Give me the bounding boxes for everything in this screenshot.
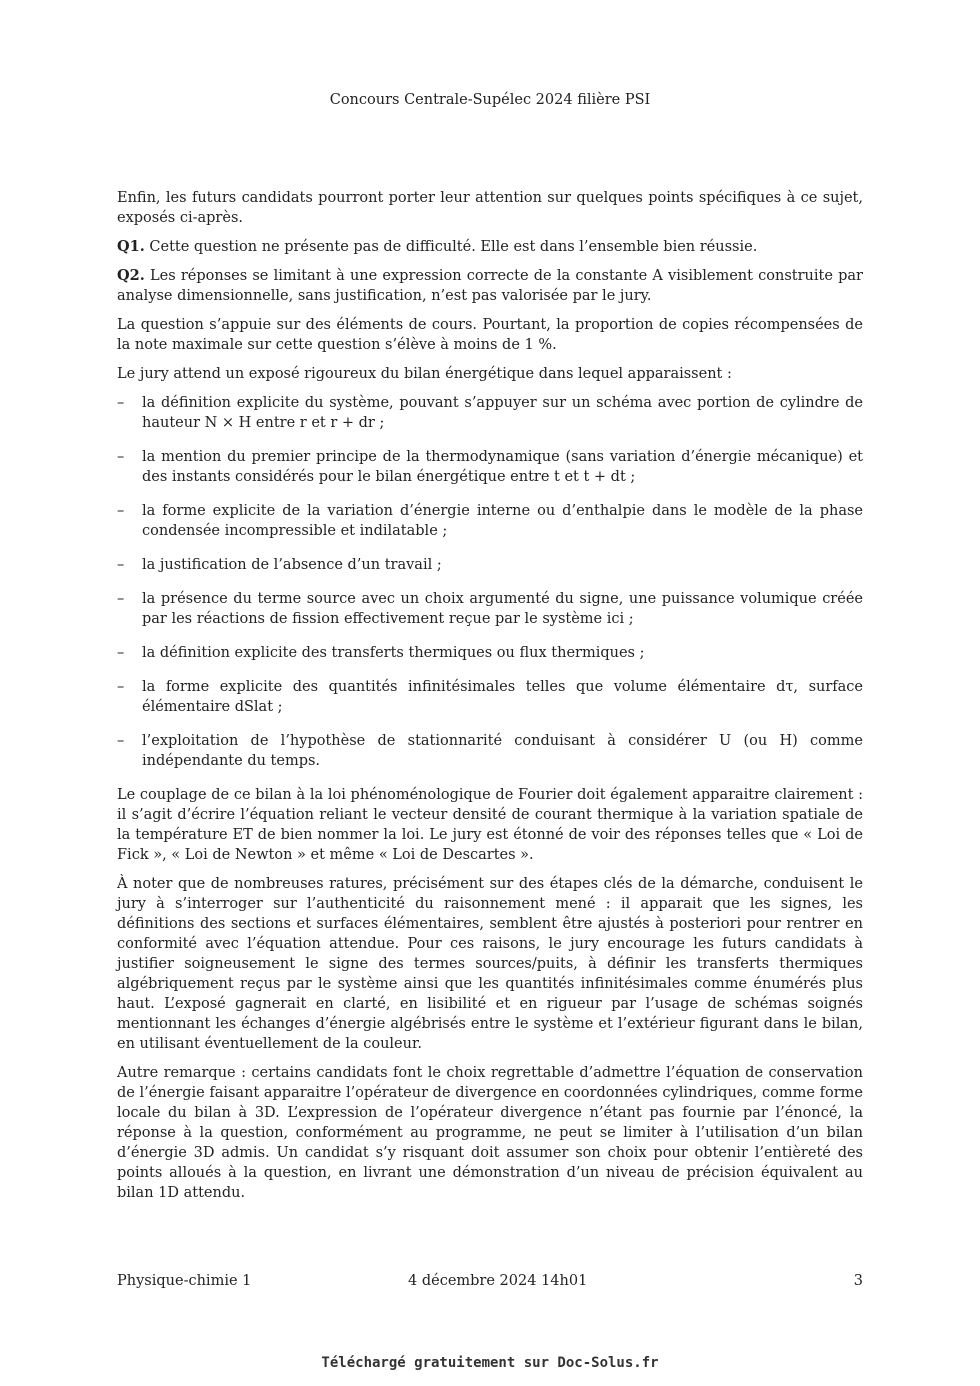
q1-text: Cette question ne présente pas de difficulté. Elle est dans l’ensemble bien réussie. bbox=[144, 239, 758, 255]
cours-paragraph: La question s’appuie sur des éléments de cours. Pourtant, la proportion de copies récompensées de la note maximale sur cette question s’élève à moins de 1 %. bbox=[117, 317, 863, 353]
list-dash: – bbox=[117, 395, 125, 411]
q2-paragraph bbox=[117, 266, 863, 306]
q1-label: Q1. bbox=[117, 238, 145, 255]
footer-subject: Physique-chimie 1 bbox=[117, 1273, 252, 1289]
list-item-text: la forme explicite de la variation d’énergie interne ou d’enthalpie dans le modèle de la phase condensée incompressible et indilatable ; bbox=[142, 503, 863, 539]
ratures-paragraph: À noter que de nombreuses ratures, précisément sur des étapes clés de la démarche, conduisent le jury à s’interroger sur l’authenticité du raisonnement mené : il apparait que les signes, les définitions des sections et surfaces élémentaires, semblent être ajustés à posteriori pour rentrer en conformité avec l’équation attendue. Pour ces raisons, le jury encourage les futurs candidats à justifier soigneusement le signe des termes sources/puits, à définir les transferts thermiques algébriquement reçus par le système ainsi que les quantités infinitésimales comme énumérés plus haut. L’exposé gagnerait en clarté, en lisibilité et en rigueur par l’usage de schémas soignés mentionnant les échanges d’énergie algébrisés entre le système et l’extérieur figurant dans le bilan, en utilisant éventuellement de la couleur. bbox=[117, 876, 863, 1052]
page-footer bbox=[117, 1273, 863, 1293]
intro-paragraph: Enfin, les futurs candidats pourront porter leur attention sur quelques points spécifiques à ce sujet, exposés ci-après. bbox=[117, 190, 863, 226]
list-item-text: l’exploitation de l’hypothèse de stationnarité conduisant à considérer U (ou H) comme indépendante du temps. bbox=[142, 733, 863, 769]
list-item-text: la définition explicite des transferts thermiques ou flux thermiques ; bbox=[142, 645, 645, 661]
list-item-text: la définition explicite du système, pouvant s’appuyer sur un schéma avec portion de cylindre de hauteur N × H entre r et r + dr ; bbox=[142, 395, 863, 431]
list-dash: – bbox=[117, 645, 125, 661]
list-dash: – bbox=[117, 591, 125, 607]
list-dash: – bbox=[117, 679, 125, 695]
list-item-text: la mention du premier principe de la thermodynamique (sans variation d’énergie mécanique) et des instants considérés pour le bilan énergétique entre t et t + dt ; bbox=[142, 449, 863, 485]
list-dash: – bbox=[117, 557, 125, 573]
attend-paragraph: Le jury attend un exposé rigoureux du bilan énergétique dans lequel apparaissent : bbox=[117, 366, 732, 382]
criteria-list bbox=[117, 393, 863, 771]
list-item bbox=[117, 731, 863, 771]
list-item bbox=[117, 677, 863, 717]
list-item bbox=[117, 447, 863, 487]
list-item bbox=[117, 589, 863, 629]
list-item-text: la présence du terme source avec un choix argumenté du signe, une puissance volumique créée par les réactions de fission effectivement reçue par le système ici ; bbox=[142, 591, 863, 627]
page-number: 3 bbox=[853, 1273, 863, 1289]
list-item-text: la forme explicite des quantités infinitésimales telles que volume élémentaire dτ, surface élémentaire dSlat ; bbox=[142, 679, 863, 715]
q1-paragraph bbox=[117, 237, 863, 257]
list-item bbox=[117, 393, 863, 433]
list-item-text: la justification de l’absence d’un travail ; bbox=[142, 557, 442, 573]
footer-date: 4 décembre 2024 14h01 bbox=[408, 1273, 588, 1289]
list-item bbox=[117, 643, 863, 663]
list-dash: – bbox=[117, 733, 125, 749]
q2-label: Q2. bbox=[117, 267, 145, 284]
list-dash: – bbox=[117, 503, 125, 519]
list-item bbox=[117, 501, 863, 541]
header-title: Concours Centrale-Supélec 2024 filière PSI bbox=[329, 92, 651, 108]
document-body bbox=[117, 188, 863, 1212]
page-header bbox=[0, 92, 980, 108]
couplage-paragraph: Le couplage de ce bilan à la loi phénoménologique de Fourier doit également apparaitre clairement : il s’agit d’écrire l’équation reliant le vecteur densité de courant thermique à la variation spatiale de la température ET de bien nommer la loi. Le jury est étonné de voir des réponses telles que « Loi de Fick », « Loi de Newton » et même « Loi de Descartes ». bbox=[117, 787, 863, 863]
list-item bbox=[117, 555, 863, 575]
q2-text: Les réponses se limitant à une expression correcte de la constante A visiblement construite par analyse dimensionnelle, sans justification, n’est pas valorisée par le jury. bbox=[117, 268, 863, 304]
autre-remarque-paragraph: Autre remarque : certains candidats font le choix regrettable d’admettre l’équation de conservation de l’énergie faisant apparaitre l’opérateur de divergence en coordonnées cylindriques, comme forme locale du bilan à 3D. L’expression de l’opérateur divergence n’étant pas fournie par l’énoncé, la réponse à la question, conformément au programme, ne peut se limiter à l’utilisation d’un bilan d’énergie 3D admis. Un candidat s’y risquant doit assumer son choix pour obtenir l’entièreté des points alloués à la question, en livrant une démonstration d’un niveau de précision équivalent au bilan 1D attendu. bbox=[117, 1065, 863, 1201]
list-dash: – bbox=[117, 449, 125, 465]
watermark: Téléchargé gratuitement sur Doc-Solus.fr bbox=[321, 1355, 659, 1371]
